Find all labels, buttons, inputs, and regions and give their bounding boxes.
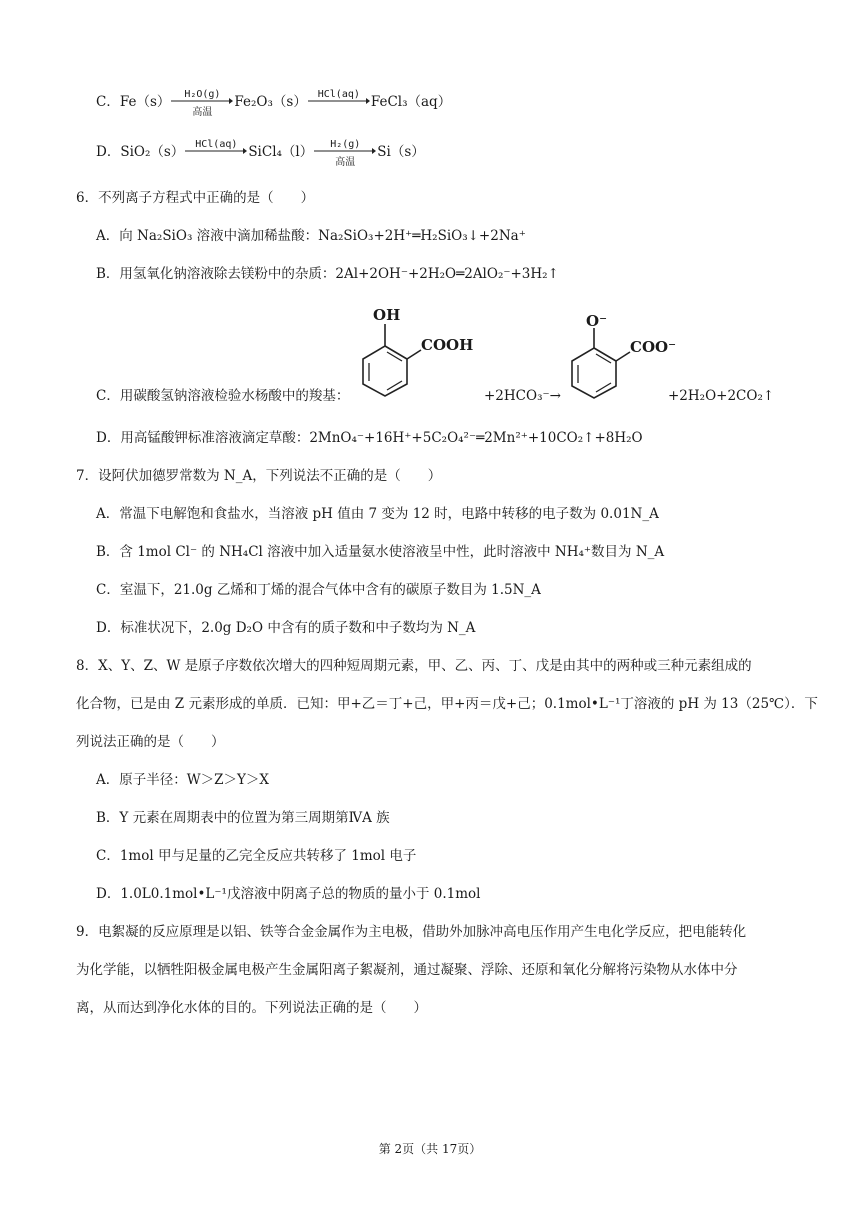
q5-option-d: D．SiO₂（s） HCl(aq) SiCl₄（l） H₂(g) 高温 Si（s） xyxy=(96,138,425,168)
reaction-arrow: H₂O(g) 高温 xyxy=(171,93,233,113)
q8-stem-line2: 化合物，已是由 Z 元素形成的单质．已知：甲+乙＝丁+己，甲+丙＝戊+己；0.1mol•L⁻¹丁溶液的 pH 为 13（25℃）．下 xyxy=(76,696,818,712)
q7-stem: 7．设阿伏加德罗常数为 N_A，下列说法不正确的是（ ） xyxy=(76,468,442,484)
q6-stem: 6．不列离子方程式中正确的是（ ） xyxy=(76,190,315,206)
q7-option-d: D．标准状况下，2.0g D₂O 中含有的质子数和中子数均为 N_A xyxy=(96,620,476,636)
phenoxide-label: O⁻ xyxy=(586,312,607,330)
page-footer: 第 2页（共 17页） xyxy=(378,1142,482,1156)
q6-option-c-text: C．用碳酸氢钠溶液检验水杨酸中的羧基： xyxy=(96,388,350,404)
q6-option-a: A．向 Na₂SiO₃ 溶液中滴加稀盐酸：Na₂SiO₃+2H⁺═H₂SiO₃↓+2Na⁺ xyxy=(96,228,526,244)
q9-stem-line1: 9．电絮凝的反应原理是以铝、铁等合金金属作为主电极，借助外加脉冲高电压作用产生电化学反应，把电能转化 xyxy=(76,924,747,940)
q8-option-a: A．原子半径：W＞Z＞Y＞X xyxy=(96,772,270,788)
reaction-arrow: HCl(aq) xyxy=(185,143,247,163)
q8-option-d: D．1.0L0.1mol•L⁻¹戊溶液中阴离子总的物质的量小于 0.1mol xyxy=(96,886,481,902)
carboxyl-label: COOH xyxy=(421,336,474,354)
q7-option-a: A．常温下电解饱和食盐水，当溶液 pH 值由 7 变为 12 时，电路中转移的电子数为 0.01N_A xyxy=(96,506,659,522)
q6-option-c-mid: +2HCO₃⁻→ xyxy=(484,388,561,404)
q6-option-d: D．用高锰酸钾标准溶液滴定草酸：2MnO₄⁻+16H⁺+5C₂O₄²⁻═2Mn²⁺+10CO₂↑+8H₂O xyxy=(96,430,643,446)
q6-option-c-end: +2H₂O+2CO₂↑ xyxy=(668,388,775,404)
q8-option-b: B．Y 元素在周期表中的位置为第三周期第ⅣA 族 xyxy=(96,810,390,826)
q9-stem-line3: 离，从而达到净化水体的目的。下列说法正确的是（ ） xyxy=(76,1000,427,1016)
carboxylate-label: COO⁻ xyxy=(630,338,676,356)
q9-stem-line2: 为化学能，以牺牲阳极金属电极产生金属阳离子絮凝剂，通过凝聚、浮除、还原和氧化分解将污染物从水体中分 xyxy=(76,962,738,978)
reaction-arrow: H₂(g) 高温 xyxy=(314,143,376,163)
q8-stem-line3: 列说法正确的是（ ） xyxy=(76,734,225,750)
reaction-arrow: HCl(aq) xyxy=(308,93,370,113)
q7-option-b: B．含 1mol Cl⁻ 的 NH₄Cl 溶液中加入适量氨水使溶液呈中性，此时溶液中 NH₄⁺数目为 N_A xyxy=(96,544,665,560)
hydroxyl-label: OH xyxy=(373,306,401,324)
q5-option-c: C．Fe（s） H₂O(g) 高温 Fe₂O₃（s） HCl(aq) FeCl₃（aq） xyxy=(96,88,452,118)
q6-option-b: B．用氢氧化钠溶液除去镁粉中的杂质：2Al+2OH⁻+2H₂O═2AlO₂⁻+3H₂↑ xyxy=(96,266,559,282)
q8-stem-line1: 8．X、Y、Z、W 是原子序数依次增大的四种短周期元素，甲、乙、丙、丁、戊是由其中的两种或三种元素组成的 xyxy=(76,658,752,674)
salicylic-acid-structure xyxy=(345,306,485,402)
salicylate-structure xyxy=(560,312,680,406)
q8-option-c: C．1mol 甲与足量的乙完全反应共转移了 1mol 电子 xyxy=(96,848,417,864)
q7-option-c: C．室温下，21.0g 乙烯和丁烯的混合气体中含有的碳原子数目为 1.5N_A xyxy=(96,582,541,598)
